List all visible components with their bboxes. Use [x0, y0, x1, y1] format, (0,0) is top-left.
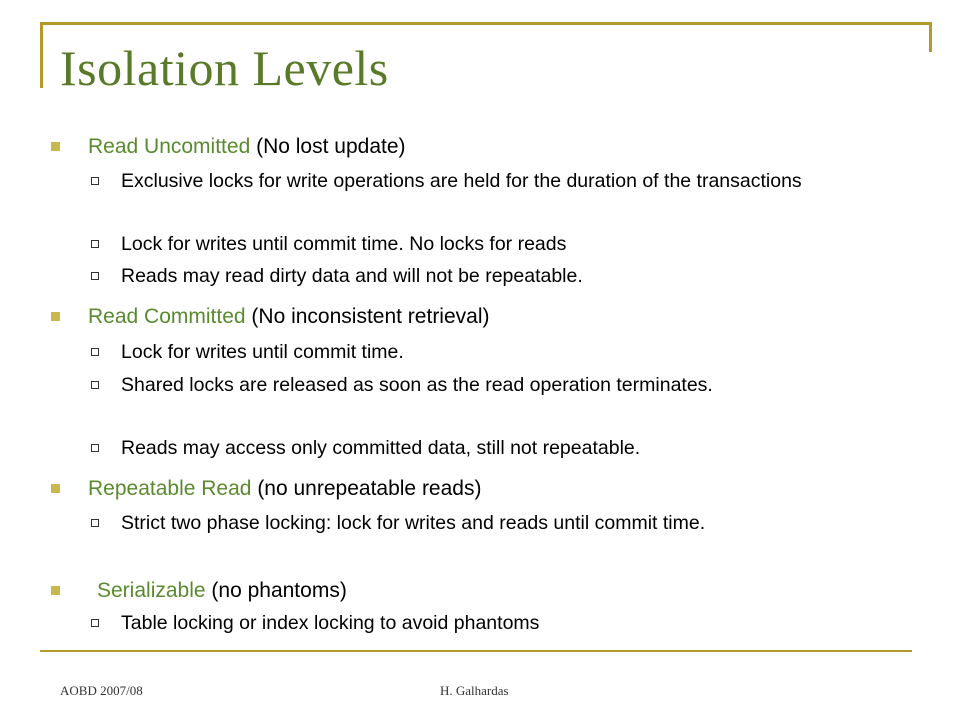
footer-author: H. Galhardas	[440, 683, 509, 698]
sub-bullet	[121, 374, 861, 397]
checkbox-bullet-icon	[91, 348, 99, 356]
sub-bullet	[121, 265, 861, 288]
level-name: Serializable	[97, 579, 206, 602]
square-bullet-icon	[51, 312, 60, 321]
checkbox-bullet-icon	[91, 519, 99, 527]
level-note: (No inconsistent retrieval)	[251, 305, 490, 328]
bullet-serializable	[97, 578, 347, 603]
checkbox-bullet-icon	[91, 240, 99, 248]
sub-bullet-text: Reads may access only committed data, still not repeatable.	[121, 437, 641, 459]
level-note: (No lost update)	[256, 135, 406, 158]
square-bullet-icon	[51, 484, 60, 493]
sub-bullet	[121, 612, 861, 635]
level-name: Repeatable Read	[88, 477, 252, 500]
sub-bullet-text: Table locking or index locking to avoid phantoms	[121, 612, 540, 634]
level-name: Read Committed	[88, 305, 246, 328]
sub-bullet-text: Exclusive locks for write operations are held for the duration of the transactions	[121, 170, 802, 192]
footer-course: AOBD 2007/08	[60, 683, 143, 698]
checkbox-bullet-icon	[91, 272, 99, 280]
level-note: (no unrepeatable reads)	[257, 477, 482, 500]
checkbox-bullet-icon	[91, 619, 99, 627]
bullet-read-committed	[88, 304, 490, 329]
sub-bullet	[121, 512, 861, 535]
sub-bullet-text: Strict two phase locking: lock for writes and reads until commit time.	[121, 512, 706, 534]
checkbox-bullet-icon	[91, 444, 99, 452]
checkbox-bullet-icon	[91, 177, 99, 185]
square-bullet-icon	[51, 142, 60, 151]
sub-bullet-text: Reads may read dirty data and will not be repeatable.	[121, 265, 583, 287]
bullet-read-uncommitted	[88, 134, 406, 159]
sub-bullet-text: Lock for writes until commit time.	[121, 341, 404, 363]
square-bullet-icon	[51, 586, 60, 595]
sub-bullet	[121, 437, 861, 460]
checkbox-bullet-icon	[91, 381, 99, 389]
slide-title: Isolation Levels	[60, 40, 389, 96]
sub-bullet	[121, 341, 861, 364]
sub-bullet	[121, 233, 861, 256]
sub-bullet	[121, 170, 861, 193]
sub-bullet-text: Lock for writes until commit time. No locks for reads	[121, 233, 567, 255]
sub-bullet-text: Shared locks are released as soon as the read operation terminates.	[121, 374, 713, 396]
level-note: (no phantoms)	[211, 579, 347, 602]
level-name: Read Uncomitted	[88, 135, 251, 158]
bullet-repeatable-read	[88, 476, 481, 501]
